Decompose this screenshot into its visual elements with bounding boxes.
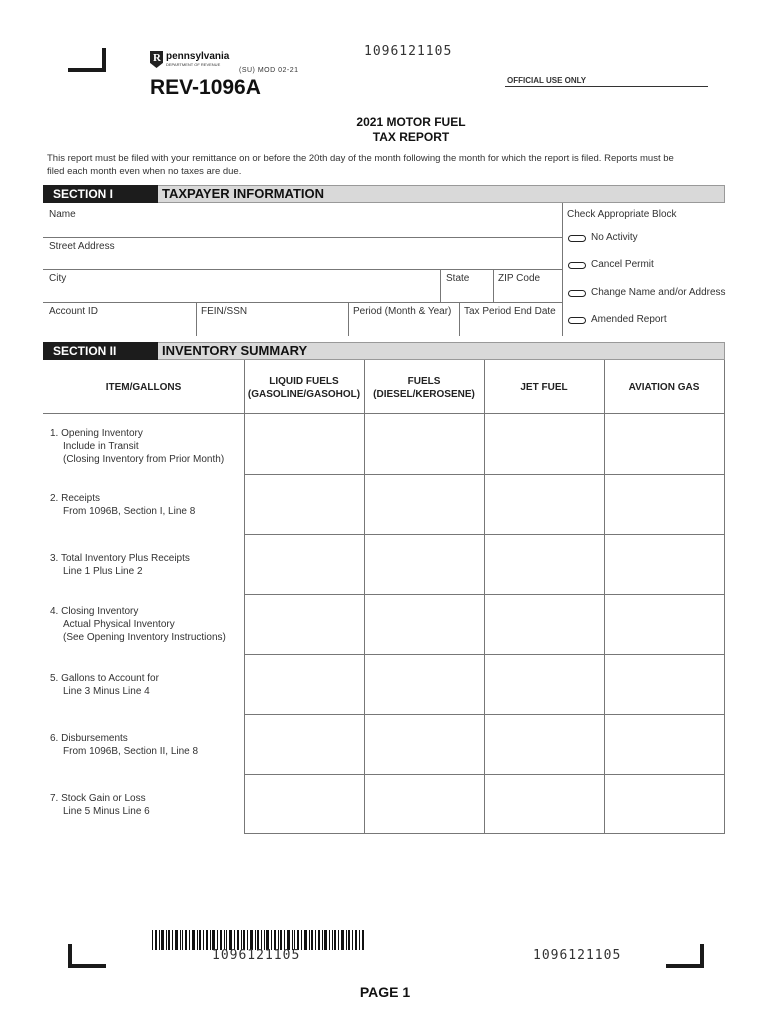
registration-mark-bottom-left [68, 944, 106, 968]
logo-department: DEPARTMENT OF REVENUE [166, 62, 221, 67]
barcode-code: 1096121105 [212, 948, 301, 963]
col-header-fuels: FUELS (DIESEL/KEROSENE) [373, 376, 475, 400]
fein-ssn-field[interactable]: FEIN/SSN [201, 306, 248, 317]
street-address-field[interactable]: Street Address [49, 241, 115, 252]
section2-title: INVENTORY SUMMARY [162, 343, 308, 358]
row-label-4: 4. Closing Inventory Actual Physical Inventory (See Opening Inventory Instructions) [50, 606, 226, 643]
row-label-5: 5. Gallons to Account for Line 3 Minus Line 4 [50, 673, 159, 697]
cancel-permit-checkbox[interactable] [568, 262, 586, 269]
period-field[interactable]: Period (Month & Year) [353, 306, 452, 317]
form-number: REV-1096A [150, 76, 261, 99]
instructions-line2: filed each month even when no taxes are due. [47, 166, 242, 177]
cell-r1-liquid[interactable] [245, 414, 364, 474]
check-block-title: Check Appropriate Block [567, 209, 677, 220]
registration-mark-bottom-right [666, 944, 704, 968]
zip-code-field[interactable]: ZIP Code [498, 273, 541, 284]
bottom-scan-code: 1096121105 [533, 948, 622, 963]
change-name-address-checkbox[interactable] [568, 290, 586, 297]
cell-r1-fuels[interactable] [365, 414, 484, 474]
top-scan-code: 1096121105 [364, 44, 453, 59]
change-name-address-label: Change Name and/or Address [591, 287, 726, 298]
account-id-field[interactable]: Account ID [49, 306, 98, 317]
row-label-1: 1. Opening Inventory Include in Transit (Closing Inventory from Prior Month) [50, 428, 225, 465]
amended-report-checkbox[interactable] [568, 317, 586, 324]
report-title-line1: 2021 MOTOR FUEL [356, 115, 466, 129]
official-use-line [505, 86, 708, 87]
no-activity-checkbox[interactable] [568, 235, 586, 242]
cell-r1-aviation[interactable] [605, 414, 724, 474]
no-activity-label: No Activity [591, 232, 638, 243]
row-label-7: 7. Stock Gain or Loss Line 5 Minus Line 6 [50, 793, 150, 817]
amended-report-label: Amended Report [591, 314, 667, 325]
registration-mark-top-left [68, 48, 106, 72]
section2-label: SECTION II [43, 342, 158, 360]
col-header-liquid-fuels: LIQUID FUELS (GASOLINE/GASOHOL) [247, 376, 361, 400]
cell-r1-jet[interactable] [485, 414, 604, 474]
city-field[interactable]: City [49, 273, 67, 284]
instructions-line1: This report must be filed with your remittance on or before the 20th day of the month following the month for which the report is filed. Reports must be [47, 153, 674, 164]
state-field[interactable]: State [446, 273, 470, 284]
logo-state-name: pennsylvania [166, 51, 230, 62]
row-label-6: 6. Disbursements From 1096B, Section II, Line 8 [50, 733, 199, 757]
row-label-3: 3. Total Inventory Plus Receipts Line 1 Plus Line 2 [50, 553, 190, 577]
section1-title: TAXPAYER INFORMATION [162, 186, 325, 201]
row-label-2: 2. Receipts From 1096B, Section I, Line 8 [50, 493, 196, 517]
tax-period-end-field[interactable]: Tax Period End Date [464, 306, 556, 317]
col-header-jet-fuel: JET FUEL [520, 382, 568, 393]
report-title-line2: TAX REPORT [372, 130, 450, 144]
col-header-aviation-gas: AVIATION GAS [628, 382, 700, 393]
pa-logo: R pennsylvania DEPARTMENT OF REVENUE [150, 51, 250, 71]
form-mod: (SU) MOD 02-21 [239, 67, 299, 74]
section1-label: SECTION I [43, 185, 158, 203]
cancel-permit-label: Cancel Permit [591, 259, 654, 270]
official-use-label: OFFICIAL USE ONLY [507, 76, 587, 85]
name-field[interactable]: Name [49, 209, 76, 220]
page-number: PAGE 1 [359, 984, 411, 1000]
barcode [152, 930, 364, 950]
col-header-item: ITEM/GALLONS [105, 382, 182, 393]
